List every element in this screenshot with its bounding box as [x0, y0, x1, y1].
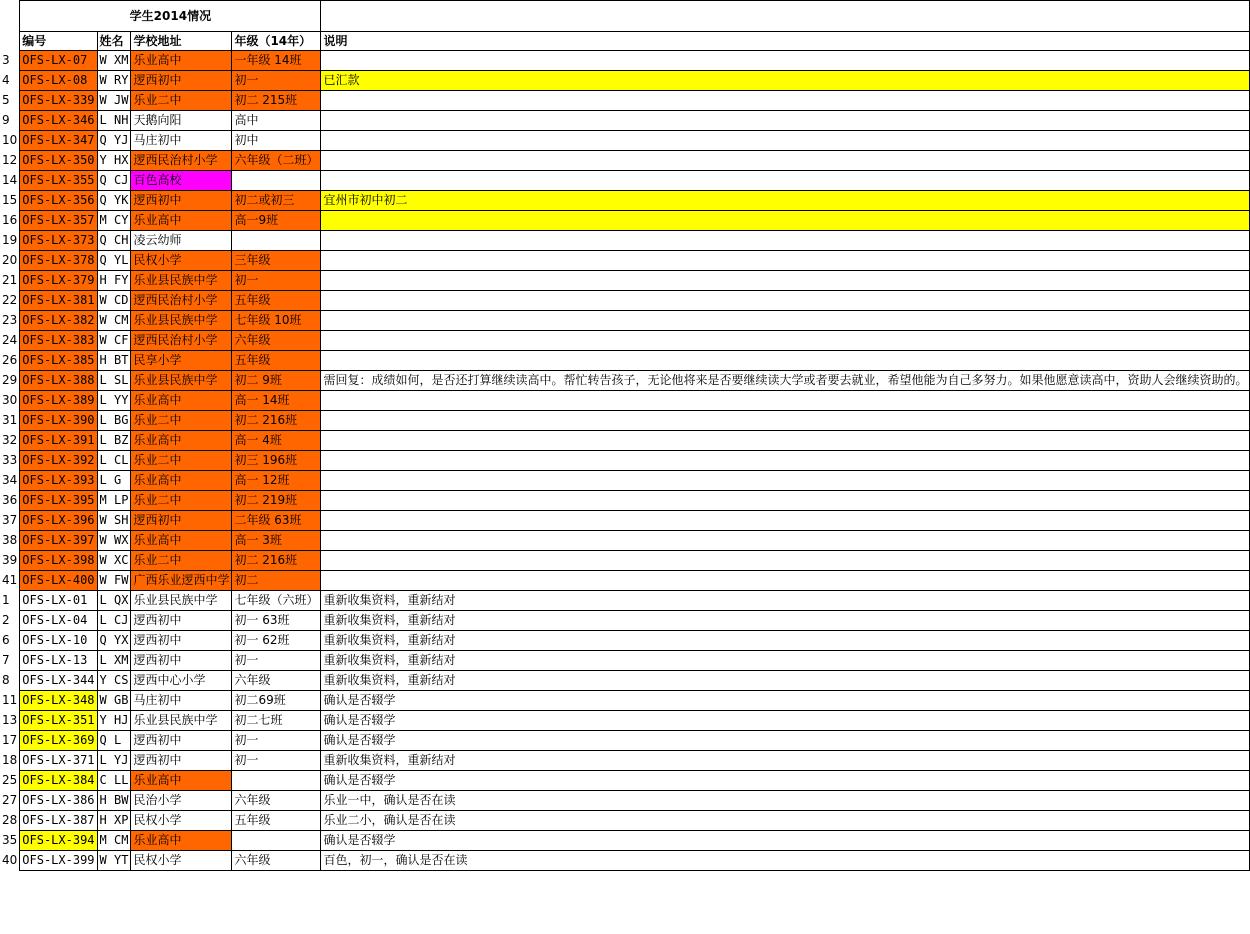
row-number: 38 [0, 531, 20, 551]
cell-name[interactable]: Q YJ [97, 131, 131, 151]
cell-note[interactable] [321, 551, 1250, 571]
cell-school[interactable]: 乐业县民族中学 [131, 711, 232, 731]
table-row [0, 151, 1250, 171]
cell-school[interactable]: 乐业高中 [131, 831, 232, 851]
cell-grade[interactable]: 高一 14班 [232, 391, 321, 411]
table-row [0, 51, 1250, 71]
row-number: 34 [0, 471, 20, 491]
table-row [0, 171, 1250, 191]
cell-code[interactable]: OFS-LX-357 [20, 211, 97, 231]
cell-code[interactable]: OFS-LX-01 [20, 591, 97, 611]
cell-name[interactable]: W CM [97, 311, 131, 331]
table-row [0, 631, 1250, 651]
cell-grade[interactable]: 六年级 [232, 331, 321, 351]
cell-name[interactable]: C LL [97, 771, 131, 791]
cell-grade[interactable]: 初二 9班 [232, 371, 321, 391]
cell-school[interactable]: 逻西初中 [131, 511, 232, 531]
cell-note[interactable]: 重新收集资料，重新结对 [321, 751, 1250, 771]
cell-school[interactable]: 民权小学 [131, 811, 232, 831]
cell-name[interactable]: L G [97, 471, 131, 491]
cell-code[interactable]: OFS-LX-383 [20, 331, 97, 351]
cell-code[interactable]: OFS-LX-398 [20, 551, 97, 571]
cell-name[interactable]: H BT [97, 351, 131, 371]
cell-name[interactable]: Q CJ [97, 171, 131, 191]
cell-grade[interactable]: 一年级 14班 [232, 51, 321, 71]
cell-school[interactable]: 逻西初中 [131, 631, 232, 651]
cell-code[interactable]: OFS-LX-347 [20, 131, 97, 151]
cell-note[interactable] [321, 491, 1250, 511]
cell-school[interactable]: 民享小学 [131, 351, 232, 371]
row-number: 29 [0, 371, 20, 391]
row-number: 28 [0, 811, 20, 831]
row-number: 37 [0, 511, 20, 531]
row-number: 41 [0, 571, 20, 591]
cell-code[interactable]: OFS-LX-10 [20, 631, 97, 651]
cell-name[interactable]: L XM [97, 651, 131, 671]
table-row [0, 131, 1250, 151]
cell-grade[interactable]: 五年级 [232, 351, 321, 371]
cell-code[interactable]: OFS-LX-397 [20, 531, 97, 551]
row-number: 8 [0, 671, 20, 691]
table-row [0, 551, 1250, 571]
cell-name[interactable]: W SH [97, 511, 131, 531]
cell-code[interactable]: OFS-LX-389 [20, 391, 97, 411]
cell-code[interactable]: OFS-LX-378 [20, 251, 97, 271]
cell-school[interactable]: 乐业二中 [131, 91, 232, 111]
cell-code[interactable]: OFS-LX-381 [20, 291, 97, 311]
row-number: 14 [0, 171, 20, 191]
table-row [0, 811, 1250, 831]
row-number: 3 [0, 51, 20, 71]
cell-school[interactable]: 民权小学 [131, 851, 232, 871]
table-row [0, 771, 1250, 791]
cell-note[interactable]: 确认是否辍学 [321, 691, 1250, 711]
cell-school[interactable]: 马庄初中 [131, 691, 232, 711]
cell-code[interactable]: OFS-LX-13 [20, 651, 97, 671]
cell-code[interactable]: OFS-LX-346 [20, 111, 97, 131]
cell-note[interactable]: 乐业一中，确认是否在读 [321, 791, 1250, 811]
cell-school[interactable]: 乐业高中 [131, 531, 232, 551]
cell-name[interactable]: Y HX [97, 151, 131, 171]
cell-school[interactable]: 逻西初中 [131, 611, 232, 631]
table-row [0, 211, 1250, 231]
cell-code[interactable]: OFS-LX-08 [20, 71, 97, 91]
cell-note[interactable] [321, 331, 1250, 351]
row-number: 15 [0, 191, 20, 211]
header-school[interactable]: 学校地址 [131, 32, 232, 51]
cell-grade[interactable]: 初二 216班 [232, 411, 321, 431]
cell-name[interactable]: W XC [97, 551, 131, 571]
cell-name[interactable]: M CM [97, 831, 131, 851]
cell-school[interactable]: 乐业高中 [131, 471, 232, 491]
cell-note[interactable] [321, 111, 1250, 131]
cell-code[interactable]: OFS-LX-392 [20, 451, 97, 471]
table-row [0, 111, 1250, 131]
cell-grade[interactable] [232, 171, 321, 191]
cell-school[interactable]: 逻西中心小学 [131, 671, 232, 691]
table-row [0, 851, 1250, 871]
table-row [0, 231, 1250, 251]
cell-name[interactable]: H BW [97, 791, 131, 811]
table-row [0, 591, 1250, 611]
cell-code[interactable]: OFS-LX-394 [20, 831, 97, 851]
cell-grade[interactable]: 初三 196班 [232, 451, 321, 471]
cell-school[interactable]: 乐业县民族中学 [131, 591, 232, 611]
cell-name[interactable]: Q YL [97, 251, 131, 271]
cell-note[interactable]: 确认是否辍学 [321, 771, 1250, 791]
cell-code[interactable]: OFS-LX-356 [20, 191, 97, 211]
row-number: 25 [0, 771, 20, 791]
row-number: 17 [0, 731, 20, 751]
cell-note[interactable] [321, 351, 1250, 371]
cell-school[interactable]: 乐业二中 [131, 451, 232, 471]
cell-school[interactable]: 乐业高中 [131, 211, 232, 231]
cell-grade[interactable]: 高一 12班 [232, 471, 321, 491]
cell-code[interactable]: OFS-LX-350 [20, 151, 97, 171]
cell-note[interactable] [321, 431, 1250, 451]
cell-grade[interactable]: 初一 [232, 651, 321, 671]
cell-note[interactable] [321, 211, 1250, 231]
cell-note[interactable] [321, 291, 1250, 311]
row-number: 35 [0, 831, 20, 851]
title-rownum [0, 1, 20, 32]
cell-code[interactable]: OFS-LX-355 [20, 171, 97, 191]
cell-name[interactable]: W GB [97, 691, 131, 711]
cell-grade[interactable]: 初二七班 [232, 711, 321, 731]
table-row [0, 531, 1250, 551]
table-row [0, 251, 1250, 271]
cell-note[interactable] [321, 391, 1250, 411]
table-row [0, 351, 1250, 371]
cell-name[interactable]: W RY [97, 71, 131, 91]
cell-name[interactable]: L CJ [97, 611, 131, 631]
cell-name[interactable]: W WX [97, 531, 131, 551]
cell-note[interactable] [321, 531, 1250, 551]
cell-school[interactable]: 逻西民治村小学 [131, 331, 232, 351]
cell-note[interactable] [321, 171, 1250, 191]
cell-code[interactable]: OFS-LX-387 [20, 811, 97, 831]
cell-grade[interactable]: 初一 63班 [232, 611, 321, 631]
table-row [0, 271, 1250, 291]
table-row [0, 371, 1250, 391]
cell-school[interactable]: 乐业县民族中学 [131, 311, 232, 331]
table-row [0, 671, 1250, 691]
cell-school[interactable]: 乐业县民族中学 [131, 371, 232, 391]
cell-grade[interactable]: 初一 [232, 71, 321, 91]
header-grade[interactable]: 年级（14年） [232, 32, 321, 51]
cell-school[interactable]: 百色高校 [131, 171, 232, 191]
row-number: 7 [0, 651, 20, 671]
table-row [0, 91, 1250, 111]
cell-name[interactable]: L YY [97, 391, 131, 411]
cell-name[interactable]: L YJ [97, 751, 131, 771]
row-number: 1 [0, 591, 20, 611]
table-row [0, 451, 1250, 471]
header-code[interactable]: 编号 [20, 32, 97, 51]
cell-name[interactable]: W CF [97, 331, 131, 351]
table-row [0, 471, 1250, 491]
cell-grade[interactable] [232, 771, 321, 791]
cell-grade[interactable]: 初二69班 [232, 691, 321, 711]
cell-code[interactable]: OFS-LX-344 [20, 671, 97, 691]
cell-name[interactable]: W CD [97, 291, 131, 311]
cell-grade[interactable]: 初二 219班 [232, 491, 321, 511]
cell-note[interactable]: 确认是否辍学 [321, 711, 1250, 731]
cell-code[interactable]: OFS-LX-395 [20, 491, 97, 511]
row-number: 20 [0, 251, 20, 271]
cell-name[interactable]: L BZ [97, 431, 131, 451]
cell-code[interactable]: OFS-LX-385 [20, 351, 97, 371]
cell-code[interactable]: OFS-LX-07 [20, 51, 97, 71]
cell-code[interactable]: OFS-LX-386 [20, 791, 97, 811]
cell-school[interactable]: 乐业县民族中学 [131, 271, 232, 291]
cell-note[interactable]: 重新收集资料，重新结对 [321, 651, 1250, 671]
table-row [0, 431, 1250, 451]
cell-name[interactable]: W XM [97, 51, 131, 71]
sheet-title[interactable]: 学生2014情况 [20, 1, 321, 32]
cell-note[interactable]: 确认是否辍学 [321, 731, 1250, 751]
cell-grade[interactable]: 五年级 [232, 291, 321, 311]
cell-note[interactable] [321, 91, 1250, 111]
row-number: 11 [0, 691, 20, 711]
cell-grade[interactable]: 七年级（六班） [232, 591, 321, 611]
cell-note[interactable]: 重新收集资料，重新结对 [321, 591, 1250, 611]
cell-code[interactable]: OFS-LX-393 [20, 471, 97, 491]
row-number: 21 [0, 271, 20, 291]
table-row [0, 491, 1250, 511]
row-number: 6 [0, 631, 20, 651]
cell-name[interactable]: Y CS [97, 671, 131, 691]
cell-grade[interactable]: 初一 [232, 731, 321, 751]
row-number: 36 [0, 491, 20, 511]
cell-note[interactable]: 宜州市初中初二 [321, 191, 1250, 211]
cell-code[interactable]: OFS-LX-390 [20, 411, 97, 431]
cell-name[interactable]: W JW [97, 91, 131, 111]
row-number: 23 [0, 311, 20, 331]
cell-note[interactable]: 已汇款 [321, 71, 1250, 91]
row-number: 13 [0, 711, 20, 731]
cell-name[interactable]: L NH [97, 111, 131, 131]
table-row [0, 691, 1250, 711]
table-row [0, 831, 1250, 851]
cell-name[interactable]: M CY [97, 211, 131, 231]
cell-note[interactable]: 重新收集资料，重新结对 [321, 611, 1250, 631]
cell-code[interactable]: OFS-LX-373 [20, 231, 97, 251]
cell-note[interactable] [321, 231, 1250, 251]
cell-grade[interactable]: 高中 [232, 111, 321, 131]
cell-name[interactable]: H XP [97, 811, 131, 831]
cell-school[interactable]: 乐业高中 [131, 771, 232, 791]
row-number: 5 [0, 91, 20, 111]
cell-code[interactable]: OFS-LX-396 [20, 511, 97, 531]
cell-code[interactable]: OFS-LX-339 [20, 91, 97, 111]
cell-note[interactable]: 需回复：成绩如何，是否还打算继续读高中。帮忙转告孩子，无论他将来是否要继续读大学或者要去就业，希望他能为自己多努力。如果他愿意读高中，资助人会继续资助的。 [321, 371, 1250, 391]
cell-grade[interactable] [232, 231, 321, 251]
cell-name[interactable]: H FY [97, 271, 131, 291]
cell-school[interactable]: 民治小学 [131, 791, 232, 811]
table-row [0, 651, 1250, 671]
cell-name[interactable]: W FW [97, 571, 131, 591]
cell-grade[interactable] [232, 831, 321, 851]
title-row [0, 1, 1250, 32]
row-number: 27 [0, 791, 20, 811]
cell-code[interactable]: OFS-LX-351 [20, 711, 97, 731]
cell-name[interactable]: Y HJ [97, 711, 131, 731]
cell-grade[interactable]: 初二 216班 [232, 551, 321, 571]
row-number: 2 [0, 611, 20, 631]
row-number: 18 [0, 751, 20, 771]
row-number: 26 [0, 351, 20, 371]
cell-note[interactable] [321, 471, 1250, 491]
cell-school[interactable]: 乐业高中 [131, 391, 232, 411]
cell-name[interactable]: Q YX [97, 631, 131, 651]
cell-school[interactable]: 逻西初中 [131, 731, 232, 751]
cell-name[interactable]: Q YK [97, 191, 131, 211]
cell-code[interactable]: OFS-LX-379 [20, 271, 97, 291]
cell-school[interactable]: 乐业二中 [131, 411, 232, 431]
title-blank-cell[interactable] [321, 1, 1250, 32]
cell-code[interactable]: OFS-LX-04 [20, 611, 97, 631]
cell-note[interactable]: 重新收集资料，重新结对 [321, 671, 1250, 691]
row-number: 22 [0, 291, 20, 311]
cell-name[interactable]: Q L [97, 731, 131, 751]
cell-grade[interactable]: 初一 [232, 271, 321, 291]
table-row [0, 611, 1250, 631]
cell-grade[interactable]: 六年级 [232, 671, 321, 691]
cell-name[interactable]: Q CH [97, 231, 131, 251]
cell-note[interactable] [321, 131, 1250, 151]
cell-school[interactable]: 乐业高中 [131, 51, 232, 71]
cell-school[interactable]: 逻西初中 [131, 191, 232, 211]
row-number: 16 [0, 211, 20, 231]
table-row [0, 191, 1250, 211]
cell-note[interactable] [321, 251, 1250, 271]
cell-school[interactable]: 逻西初中 [131, 71, 232, 91]
table-row [0, 731, 1250, 751]
cell-school[interactable]: 凌云幼师 [131, 231, 232, 251]
cell-note[interactable] [321, 271, 1250, 291]
cell-grade[interactable]: 高一 3班 [232, 531, 321, 551]
cell-note[interactable] [321, 451, 1250, 471]
row-number: 40 [0, 851, 20, 871]
table-row [0, 511, 1250, 531]
cell-note[interactable] [321, 571, 1250, 591]
cell-name[interactable]: L QX [97, 591, 131, 611]
table-row [0, 791, 1250, 811]
cell-school[interactable]: 逻西初中 [131, 751, 232, 771]
row-number: 24 [0, 331, 20, 351]
header-rownum [0, 32, 20, 51]
cell-name[interactable]: L CL [97, 451, 131, 471]
cell-note[interactable] [321, 511, 1250, 531]
cell-grade[interactable]: 初一 62班 [232, 631, 321, 651]
cell-note[interactable] [321, 311, 1250, 331]
cell-note[interactable]: 百色，初一，确认是否在读 [321, 851, 1250, 871]
row-number: 39 [0, 551, 20, 571]
cell-name[interactable]: M LP [97, 491, 131, 511]
cell-code[interactable]: OFS-LX-348 [20, 691, 97, 711]
cell-code[interactable]: OFS-LX-388 [20, 371, 97, 391]
cell-school[interactable]: 民权小学 [131, 251, 232, 271]
cell-grade[interactable]: 七年级 10班 [232, 311, 321, 331]
row-number: 30 [0, 391, 20, 411]
cell-code[interactable]: OFS-LX-384 [20, 771, 97, 791]
cell-school[interactable]: 乐业高中 [131, 431, 232, 451]
cell-note[interactable] [321, 151, 1250, 171]
cell-name[interactable]: L SL [97, 371, 131, 391]
cell-grade[interactable]: 初二 215班 [232, 91, 321, 111]
cell-grade[interactable]: 六年级 [232, 791, 321, 811]
cell-code[interactable]: OFS-LX-371 [20, 751, 97, 771]
cell-school[interactable]: 乐业二中 [131, 491, 232, 511]
cell-note[interactable] [321, 51, 1250, 71]
cell-grade[interactable]: 六年级（二班） [232, 151, 321, 171]
table-row [0, 711, 1250, 731]
cell-code[interactable]: OFS-LX-369 [20, 731, 97, 751]
cell-grade[interactable]: 六年级 [232, 851, 321, 871]
table-row [0, 311, 1250, 331]
cell-school[interactable]: 马庄初中 [131, 131, 232, 151]
table-row [0, 331, 1250, 351]
cell-school[interactable]: 广西乐业逻西中学 [131, 571, 232, 591]
cell-grade[interactable]: 高一9班 [232, 211, 321, 231]
row-number: 4 [0, 71, 20, 91]
cell-code[interactable]: OFS-LX-399 [20, 851, 97, 871]
cell-grade[interactable]: 初二或初三 [232, 191, 321, 211]
table-row [0, 391, 1250, 411]
row-number: 12 [0, 151, 20, 171]
cell-note[interactable]: 确认是否辍学 [321, 831, 1250, 851]
row-number: 33 [0, 451, 20, 471]
cell-grade[interactable]: 初中 [232, 131, 321, 151]
cell-school[interactable]: 逻西民治村小学 [131, 151, 232, 171]
row-number: 19 [0, 231, 20, 251]
cell-code[interactable]: OFS-LX-391 [20, 431, 97, 451]
cell-grade[interactable]: 初一 [232, 751, 321, 771]
row-number: 31 [0, 411, 20, 431]
row-number: 10 [0, 131, 20, 151]
table-row [0, 751, 1250, 771]
cell-code[interactable]: OFS-LX-382 [20, 311, 97, 331]
row-number: 32 [0, 431, 20, 451]
cell-grade[interactable]: 三年级 [232, 251, 321, 271]
cell-grade[interactable]: 初二 [232, 571, 321, 591]
header-row [0, 32, 1250, 51]
table-row [0, 71, 1250, 91]
table-row [0, 411, 1250, 431]
cell-grade[interactable]: 高一 4班 [232, 431, 321, 451]
cell-school[interactable]: 天鹅向阳 [131, 111, 232, 131]
cell-code[interactable]: OFS-LX-400 [20, 571, 97, 591]
header-name[interactable]: 姓名 [97, 32, 131, 51]
cell-grade[interactable]: 二年级 63班 [232, 511, 321, 531]
cell-note[interactable]: 乐业二小，确认是否在读 [321, 811, 1250, 831]
cell-school[interactable]: 乐业二中 [131, 551, 232, 571]
row-number: 9 [0, 111, 20, 131]
header-note[interactable]: 说明 [321, 32, 1250, 51]
cell-school[interactable]: 逻西初中 [131, 651, 232, 671]
table-row [0, 291, 1250, 311]
cell-note[interactable]: 重新收集资料，重新结对 [321, 631, 1250, 651]
cell-school[interactable]: 逻西民治村小学 [131, 291, 232, 311]
table-row [0, 571, 1250, 591]
cell-name[interactable]: W YT [97, 851, 131, 871]
cell-grade[interactable]: 五年级 [232, 811, 321, 831]
cell-name[interactable]: L BG [97, 411, 131, 431]
cell-note[interactable] [321, 411, 1250, 431]
